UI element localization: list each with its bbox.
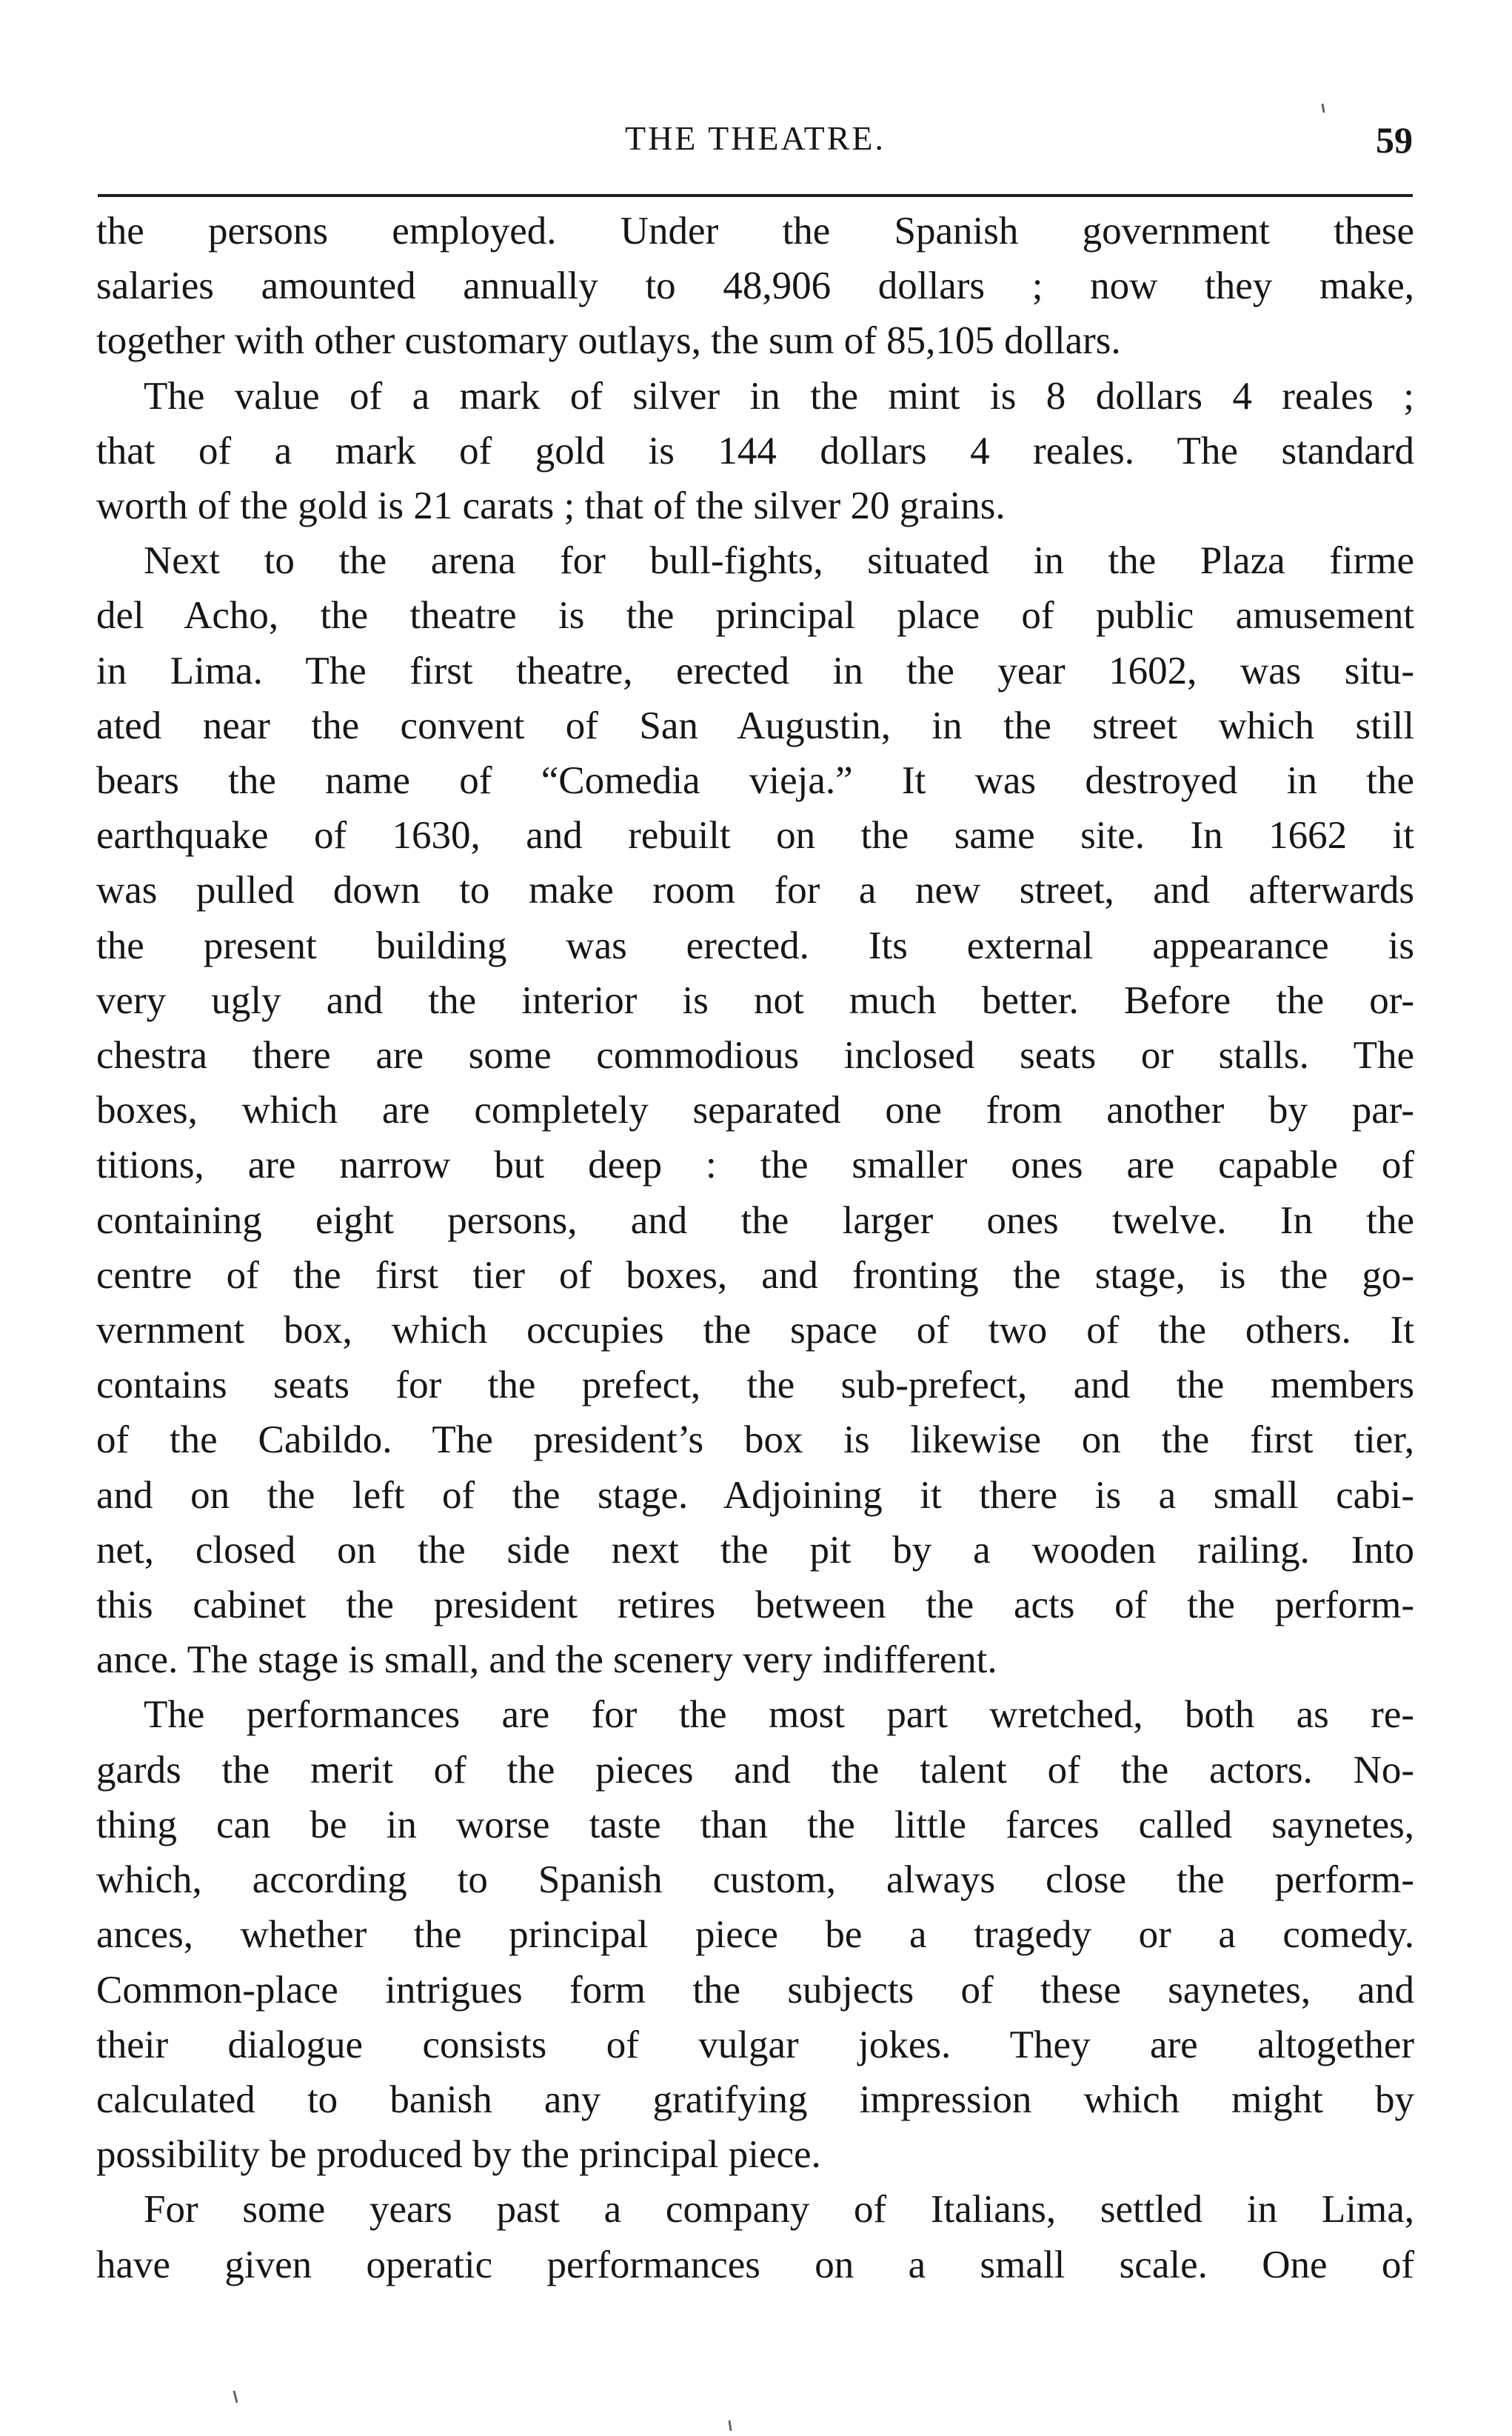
scan-speck — [729, 2420, 731, 2431]
text-line: this cabinet the president retires between the acts of the perform- — [96, 1584, 1414, 1627]
text-line: salaries amounted annually to 48,906 dollars ; now they make, — [96, 264, 1414, 308]
text-line: vernment box, which occupies the space of two of the others. It — [96, 1309, 1414, 1352]
text-line: that of a mark of gold is 144 dollars 4 reales. The standard — [96, 429, 1414, 473]
text-line: net, closed on the side next the pit by a wooden railing. Into — [96, 1528, 1414, 1572]
page-header — [98, 119, 1413, 170]
text-line: contains seats for the prefect, the sub-prefect, and the members — [96, 1364, 1414, 1407]
text-line: their dialogue consists of vulgar jokes. They are altogether — [96, 2023, 1414, 2066]
text-line: For some years past a company of Italians, settled in Lima, — [144, 2188, 1414, 2232]
text-line: ances, whether the principal piece be a tragedy or a comedy. — [96, 1913, 1414, 1957]
text-line: Common-place intrigues form the subjects of these saynetes, and — [96, 1968, 1414, 2012]
text-line: calculated to banish any gratifying impression which might by — [96, 2078, 1414, 2121]
text-line: worth of the gold is 21 carats ; that of the silver 20 grains. — [96, 484, 1006, 528]
text-line: titions, are narrow but deep : the smaller ones are capable of — [96, 1144, 1414, 1187]
text-line: The value of a mark of silver in the mint is 8 dollars 4 reales ; — [144, 374, 1414, 418]
text-line: centre of the first tier of boxes, and fronting the stage, is the go- — [96, 1253, 1414, 1297]
text-line: boxes, which are completely separated one from another by par- — [96, 1089, 1414, 1132]
text-line: of the Cabildo. The president’s box is likewise on the first tier, — [96, 1418, 1414, 1462]
text-line: bears the name of “Comedia vieja.” It was destroyed in the — [96, 759, 1414, 803]
text-line: earthquake of 1630, and rebuilt on the same site. In 1662 it — [96, 814, 1414, 858]
text-line: have given operatic performances on a small scale. One of — [96, 2243, 1414, 2286]
page-number: 59 — [1376, 119, 1413, 161]
scan-speck — [1322, 104, 1324, 113]
text-line: the persons employed. Under the Spanish government these — [96, 210, 1414, 253]
text-line: very ugly and the interior is not much better. Before the or- — [96, 978, 1414, 1022]
text-line: gards the merit of the pieces and the talent of the actors. No- — [96, 1748, 1414, 1792]
text-line: was pulled down to make room for a new street, and afterwards — [96, 869, 1414, 912]
text-line: which, according to Spanish custom, always close the perform- — [96, 1858, 1414, 1902]
text-line: containing eight persons, and the larger ones twelve. In the — [96, 1198, 1414, 1242]
text-line: ance. The stage is small, and the scenery very indifferent. — [96, 1638, 997, 1682]
text-line: del Acho, the theatre is the principal place of public amusement — [96, 594, 1414, 638]
text-line: The performances are for the most part wretched, both as re- — [144, 1693, 1414, 1737]
text-line: in Lima. The first theatre, erected in the year 1602, was situ- — [96, 649, 1414, 693]
header-rule — [98, 194, 1413, 197]
body-text — [96, 204, 1414, 2292]
text-line: together with other customary outlays, the sum of 85,105 dollars. — [96, 319, 1121, 363]
text-line: possibility be produced by the principal piece. — [96, 2133, 821, 2177]
text-line: Next to the arena for bull-fights, situated in the Plaza firme — [144, 539, 1414, 583]
text-line: the present building was erected. Its external appearance is — [96, 924, 1414, 967]
running-head: THE THEATRE. — [624, 119, 886, 157]
text-line: and on the left of the stage. Adjoining it there is a small cabi- — [96, 1473, 1414, 1517]
text-line: ated near the convent of San Augustin, in the street which still — [96, 704, 1414, 747]
text-line: thing can be in worse taste than the little farces called saynetes, — [96, 1803, 1414, 1846]
scan-speck — [234, 2391, 237, 2403]
text-line: chestra there are some commodious inclosed seats or stalls. The — [96, 1034, 1414, 1078]
